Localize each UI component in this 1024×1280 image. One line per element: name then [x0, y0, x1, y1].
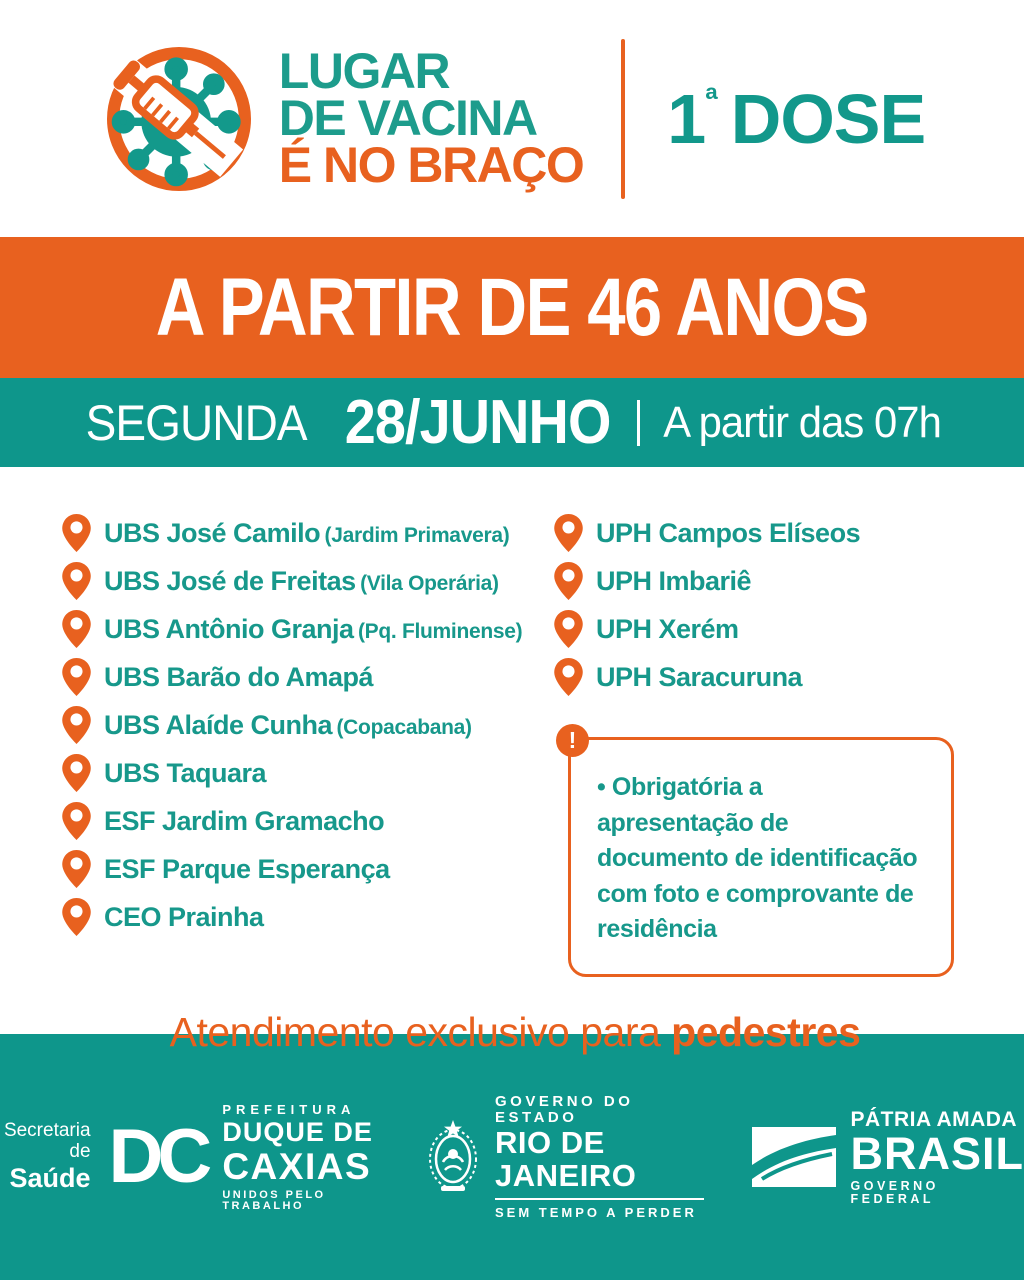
locations-column-right: [554, 509, 968, 977]
location-item: [554, 605, 968, 653]
location-name: UBS José de Freitas: [104, 565, 356, 596]
location-name: UBS Alaíde Cunha: [104, 709, 333, 740]
duque-de-caxias-dc-logo: DC: [108, 1114, 207, 1199]
title-line-2: DE VACINA: [278, 90, 537, 146]
map-pin-icon: [62, 514, 91, 552]
title-line-3: É NO BRAÇO: [278, 137, 584, 193]
map-pin-icon: [62, 802, 91, 840]
location-area: (Pq. Fluminense): [357, 619, 523, 643]
date-band: [0, 378, 1024, 467]
map-pin-icon: [62, 706, 91, 744]
notice-text: • Obrigatória a apresentação de documento de identificação com foto e comprovante de residência: [597, 773, 918, 943]
map-pin-icon: [62, 850, 91, 888]
location-name: UPH Campos Elíseos: [596, 517, 861, 548]
location-item: [62, 557, 554, 605]
schedule-separator: [637, 400, 640, 446]
map-pin-icon: [62, 754, 91, 792]
map-pin-icon: [62, 898, 91, 936]
map-pin-icon: [62, 610, 91, 648]
schedule-time: A partir das 07h: [663, 397, 942, 447]
syringe-virus-logo-icon: [99, 34, 259, 204]
location-item: [554, 653, 968, 701]
location-name: UPH Saracuruna: [596, 661, 803, 692]
location-name: UBS Antônio Granja: [104, 613, 354, 644]
patria-amada-brasil-logo: PÁTRIA AMADA BRASIL GOVERNO FEDERAL: [850, 1108, 1024, 1206]
location-item: [62, 605, 554, 653]
title-line-1: LUGAR: [278, 43, 450, 99]
dose-word: DOSE: [730, 79, 926, 158]
campaign-title: [278, 43, 584, 193]
location-name: UBS Barão do Amapá: [104, 661, 374, 692]
location-item: [62, 653, 554, 701]
location-name: ESF Parque Esperança: [104, 853, 390, 884]
age-banner-text: A PARTIR DE 46 ANOS: [156, 261, 868, 353]
map-pin-icon: [554, 562, 583, 600]
location-item: [62, 509, 554, 557]
dose-label: [667, 79, 925, 159]
location-name: UPH Xerém: [596, 613, 739, 644]
brasil-flag-icon: [752, 1127, 836, 1187]
location-item: [62, 845, 554, 893]
prefeitura-duque-de-caxias-logo: PREFEITURA DUQUE DE CAXIAS UNIDOS PELO TRABALHO: [222, 1101, 373, 1212]
map-pin-icon: [62, 658, 91, 696]
notice-box: [568, 727, 954, 977]
location-area: (Copacabana): [336, 715, 472, 739]
schedule-day: SEGUNDA: [85, 394, 307, 451]
pedestrian-note-bold: pedestres: [671, 1008, 861, 1055]
location-name: UBS José Camilo: [104, 517, 321, 548]
location-item: [554, 509, 968, 557]
locations-column-left: [62, 509, 554, 977]
location-item: [62, 797, 554, 845]
pedestrian-note-prefix: Atendimento exclusivo para: [169, 1008, 672, 1055]
location-item: [62, 749, 554, 797]
age-banner: [0, 237, 1024, 378]
dose-ordinal: ª: [705, 80, 717, 119]
location-name: UPH Imbariê: [596, 565, 752, 596]
pedestrian-note: [62, 1009, 968, 1056]
vertical-divider: [621, 39, 625, 199]
map-pin-icon: [554, 658, 583, 696]
map-pin-icon: [554, 610, 583, 648]
exclamation-icon: !: [556, 724, 589, 757]
location-name: UBS Taquara: [104, 757, 267, 788]
footer: [0, 1034, 1024, 1280]
location-name: ESF Jardim Gramacho: [104, 805, 385, 836]
location-item: [62, 893, 554, 941]
rio-state-crest-icon: [425, 1118, 481, 1196]
location-area: (Vila Operária): [360, 571, 499, 595]
secretaria-saude-label: Secretaria de Saúde: [3, 1119, 91, 1194]
location-item: [62, 701, 554, 749]
location-area: (Jardim Primavera): [324, 523, 510, 547]
dose-number: 1: [667, 79, 706, 158]
governo-rio-de-janeiro-logo: GOVERNO DO ESTADO RIO DE JANEIRO SEM TEMPO A PERDER: [495, 1094, 703, 1220]
schedule-date: 28/JUNHO: [344, 388, 611, 457]
location-name: CEO Prainha: [104, 901, 264, 932]
locations-section: [0, 467, 1024, 1055]
poster-header: [0, 0, 1024, 237]
map-pin-icon: [62, 562, 91, 600]
map-pin-icon: [554, 514, 583, 552]
location-item: [554, 557, 968, 605]
